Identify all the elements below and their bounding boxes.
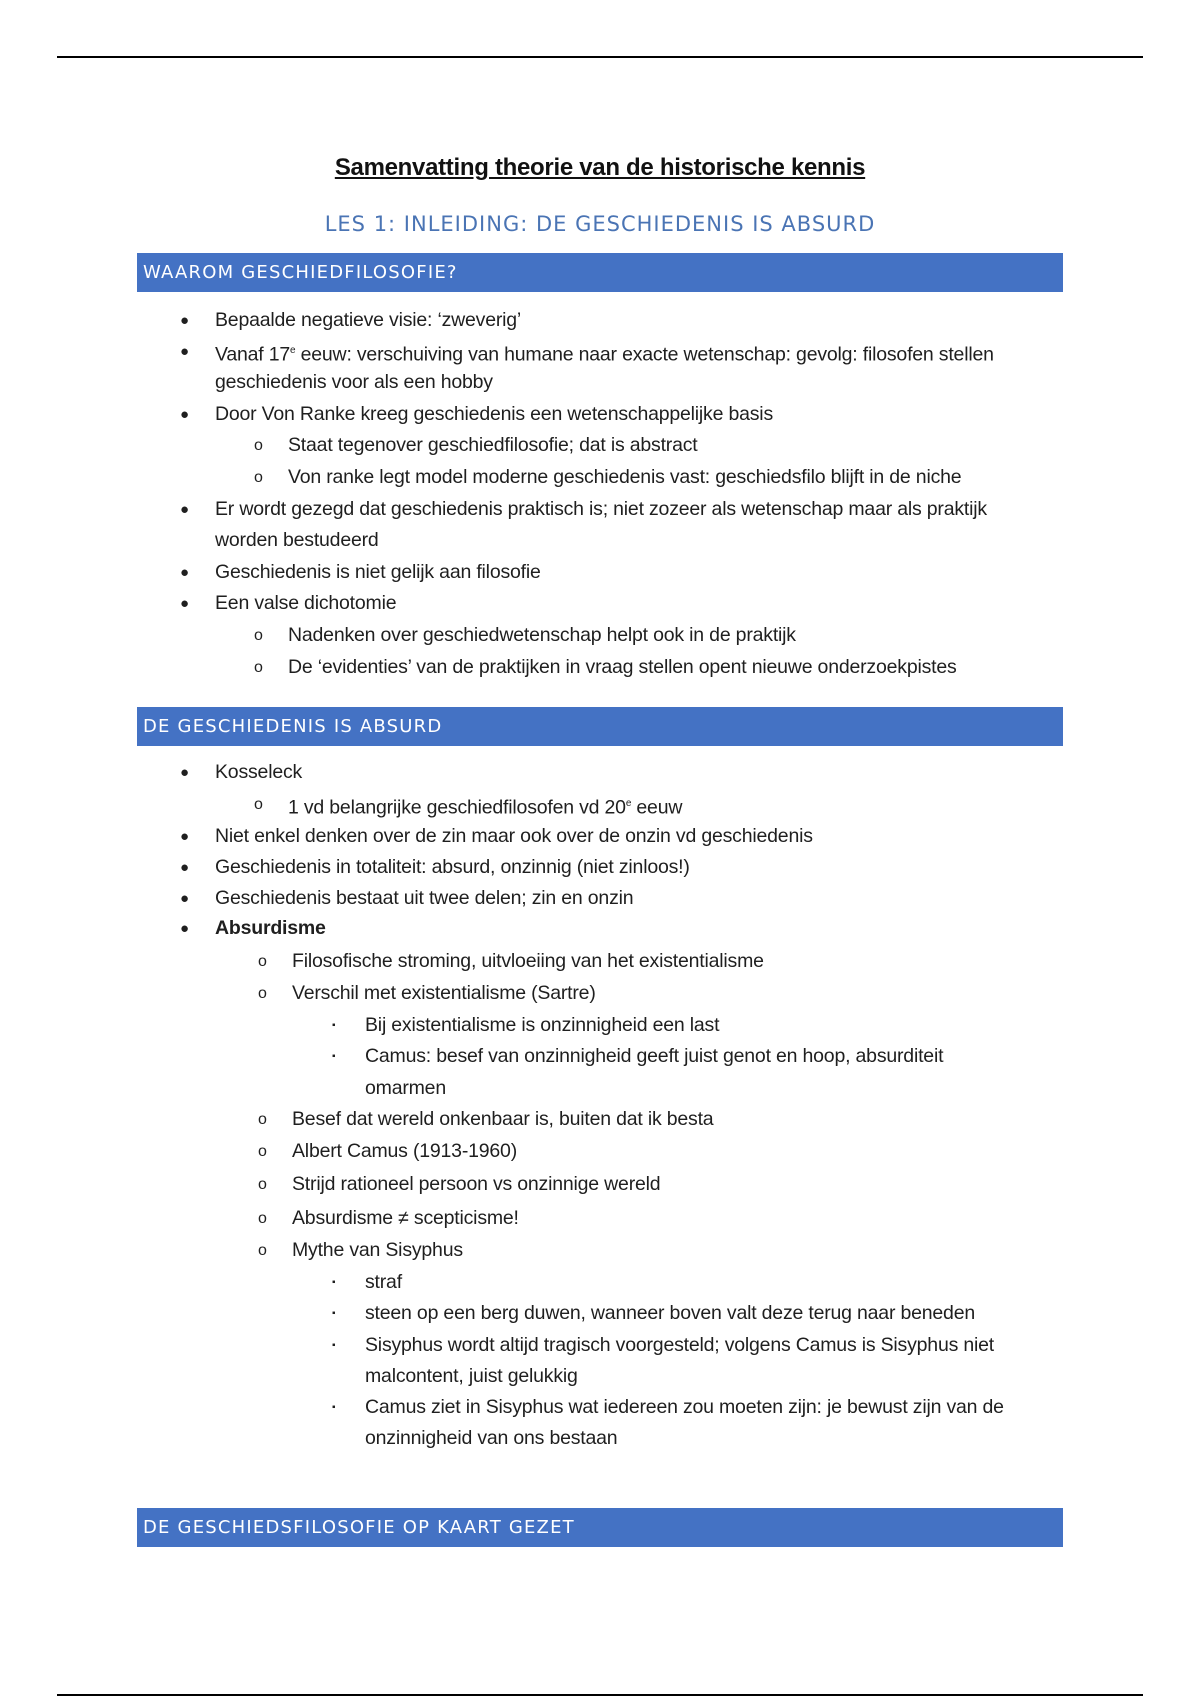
list-item-text: Vanaf 17 [215,343,291,366]
list-item-text: 1 vd belangrijke geschiedfilosofen vd 20 [288,796,626,819]
sub-sub-list-item: Camus ziet in Sisyphus wat iedereen zou moeten zijn: je bewust zijn van de [365,1396,1004,1418]
bullet-marker: ● [180,859,190,876]
sub-sub-bullet-marker: ▪ [332,1277,336,1288]
sub-bullet-marker: o [254,469,263,486]
section-heading-waarom: WAAROM GESCHIEDFILOSOFIE? [137,253,1063,292]
sub-list-item: Mythe van Sisyphus [292,1239,463,1261]
list-item-text: eeuw [631,796,683,819]
sub-sub-bullet-marker: ▪ [332,1402,336,1413]
list-item: Geschiedenis in totaliteit: absurd, onzinnig (niet zinloos!) [215,856,690,878]
sub-bullet-marker: o [258,1143,267,1160]
list-item: Een valse dichotomie [215,592,397,614]
sub-list-item: Absurdisme ≠ scepticisme! [292,1207,519,1229]
sub-list-item: Albert Camus (1913-1960) [292,1140,517,1162]
sub-bullet-marker: o [254,659,263,676]
sub-sub-bullet-marker: ▪ [332,1020,336,1031]
sub-list-item: Besef dat wereld onkenbaar is, buiten dat ik besta [292,1108,714,1130]
bullet-marker: ● [180,890,190,907]
sub-list-item [288,789,682,823]
list-item-continuation: geschiedenis voor als een hobby [215,371,493,393]
bullet-marker: ● [180,828,190,845]
sub-bullet-marker: o [258,1242,267,1259]
sub-sub-list-item: straf [365,1271,402,1293]
sub-sub-list-item: Sisyphus wordt altijd tragisch voorgesteld; volgens Camus is Sisyphus niet [365,1334,995,1356]
sub-sub-bullet-marker: ▪ [332,1051,336,1062]
list-item: Geschiedenis is niet gelijk aan filosofie [215,561,541,583]
sub-list-item: Strijd rationeel persoon vs onzinnige wereld [292,1173,661,1195]
sub-sub-list-item: Bij existentialisme is onzinnigheid een last [365,1014,720,1036]
sub-sub-list-item: steen op een berg duwen, wanneer boven valt deze terug naar beneden [365,1302,975,1324]
section-heading-absurd: DE GESCHIEDENIS IS ABSURD [137,707,1063,746]
sub-bullet-marker: o [258,953,267,970]
sub-bullet-marker: o [254,437,263,454]
superscript: e [625,798,632,809]
bullet-marker: ● [180,764,190,781]
list-item-continuation: worden bestudeerd [215,529,379,551]
sub-list-item: Von ranke legt model moderne geschiedenis vast: geschiedsfilo blijft in de niche [288,466,962,488]
list-item-absurdisme: Absurdisme [215,917,326,939]
list-item: Niet enkel denken over de zin maar ook over de onzin vd geschiedenis [215,825,813,847]
sub-bullet-marker: o [254,796,263,813]
sub-bullet-marker: o [258,985,267,1002]
sub-sub-list-item-continuation: onzinnigheid van ons bestaan [365,1427,618,1449]
bullet-marker: ● [180,501,190,518]
bullet-marker: ● [180,564,190,581]
sub-bullet-marker: o [254,627,263,644]
list-item: Bepaalde negatieve visie: ‘zweverig’ [215,309,522,331]
bullet-marker: ● [180,920,190,937]
sub-sub-list-item-continuation: malcontent, juist gelukkig [365,1365,578,1387]
sub-list-item: Verschil met existentialisme (Sartre) [292,982,596,1004]
sub-sub-list-item: Camus: besef van onzinnigheid geeft juist genot en hoop, absurditeit [365,1045,944,1067]
bullet-marker: ● [180,312,190,329]
bullet-marker: ● [180,406,190,423]
sub-bullet-marker: o [258,1111,267,1128]
sub-sub-bullet-marker: ▪ [332,1308,336,1319]
sub-sub-list-item-continuation: omarmen [365,1077,446,1099]
sub-list-item: Staat tegenover geschiedfilosofie; dat is abstract [288,434,698,456]
footer-rule [57,1694,1143,1696]
sub-sub-bullet-marker: ▪ [332,1340,336,1351]
sub-list-item: De ‘evidenties’ van de praktijken in vraag stellen opent nieuwe onderzoekpistes [288,656,957,678]
section-heading-kaart: DE GESCHIEDSFILOSOFIE OP KAART GEZET [137,1508,1063,1547]
sub-list-item: Filosofische stroming, uitvloeiing van het existentialisme [292,950,764,972]
list-item: Geschiedenis bestaat uit twee delen; zin en onzin [215,887,634,909]
list-item-text: eeuw: verschuiving van humane naar exacte wetenschap: gevolg: filosofen stellen [295,343,994,366]
lesson-heading: LES 1: INLEIDING: DE GESCHIEDENIS IS ABSURD [324,212,876,236]
list-item: Kosseleck [215,761,303,783]
header-rule [57,56,1143,58]
list-item: Er wordt gezegd dat geschiedenis praktisch is; niet zozeer als wetenschap maar als praktijk [215,498,987,520]
bullet-marker: ● [180,595,190,612]
document-title: Samenvatting theorie van de historische kennis [334,154,866,181]
superscript: e [290,345,296,356]
list-item: Door Von Ranke kreeg geschiedenis een wetenschappelijke basis [215,403,773,425]
sub-bullet-marker: o [258,1210,267,1227]
list-item [215,336,994,370]
bullet-marker: ● [180,343,190,360]
sub-list-item: Nadenken over geschiedwetenschap helpt ook in de praktijk [288,624,796,646]
sub-bullet-marker: o [258,1176,267,1193]
